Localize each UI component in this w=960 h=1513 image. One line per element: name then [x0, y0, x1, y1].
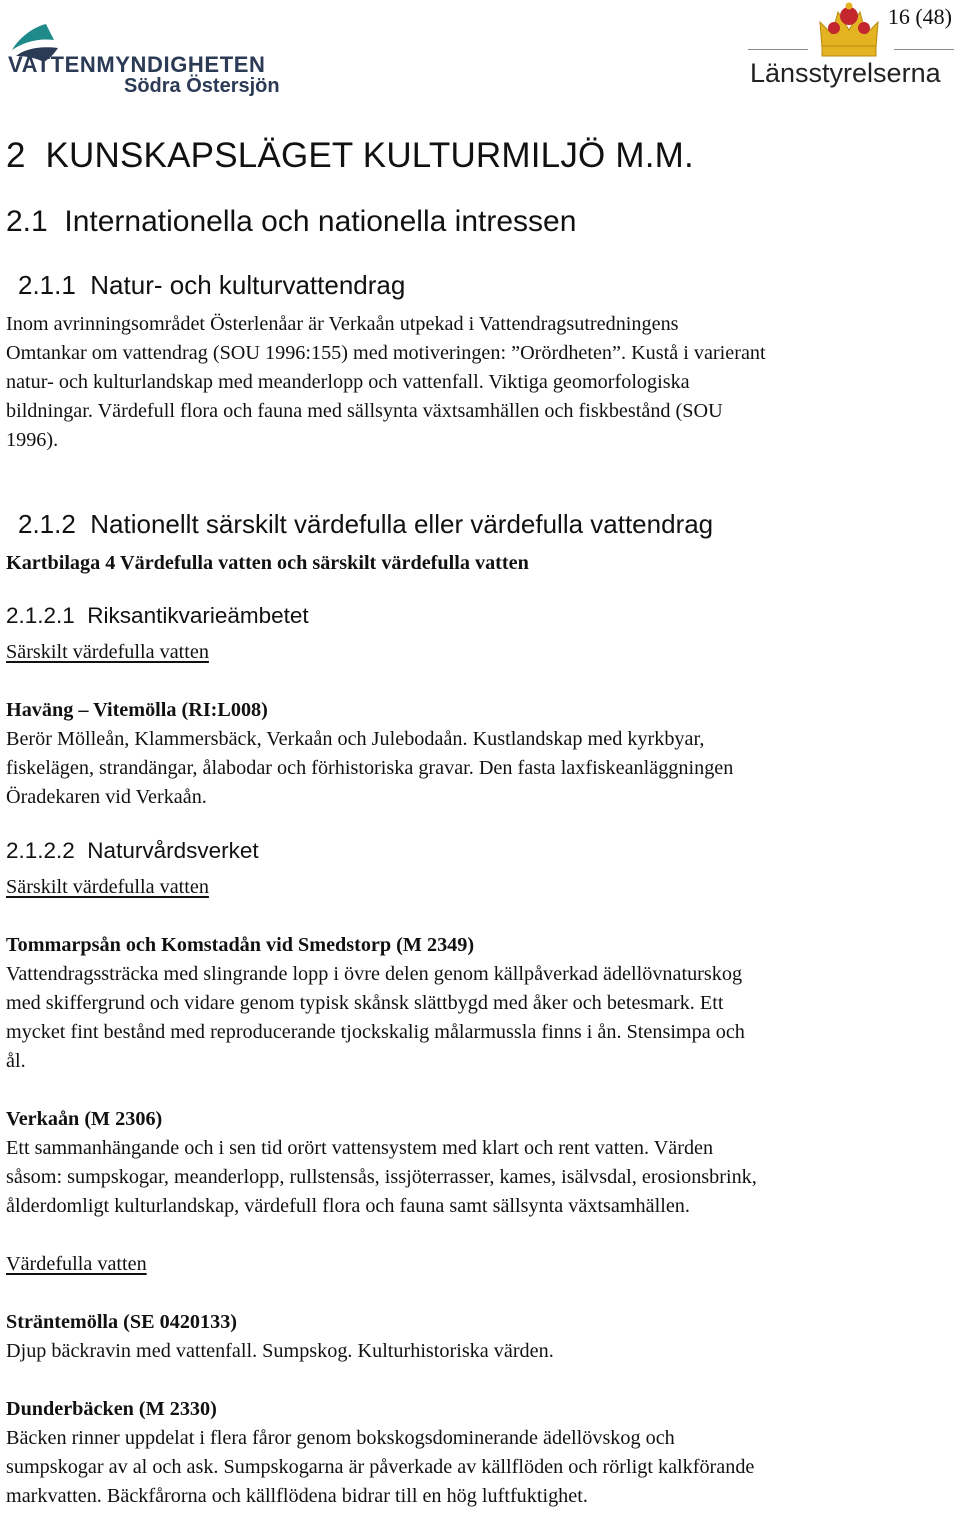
entry-title-tommarpsan: Tommarpsån och Komstadån vid Smedstorp (M 2349): [6, 934, 475, 956]
heading-4-1: 2.1.2.1 Riksantikvarieämbetet: [6, 603, 309, 628]
logo-rule-left: [748, 49, 808, 50]
text-line: med skiffergrund och vidare genom typisk skånsk slättbygd med åker och betesmark. Ett: [6, 992, 724, 1014]
entry-text-dunderbacken: [6, 1424, 956, 1511]
text-line: Öradekaren vid Verkaån.: [6, 786, 207, 808]
heading-2-1: 2.1 Internationella och nationella intressen: [6, 205, 577, 238]
entry-title-havang: Haväng – Vitemölla (RI:L008): [6, 699, 268, 721]
text-line: ål.: [6, 1050, 26, 1072]
heading-4-2: 2.1.2.2 Naturvårdsverket: [6, 838, 259, 863]
text-line: bildningar. Värdefull flora och fauna med sällsynta växtsamhällen och fiskbestånd (SOU: [6, 400, 723, 422]
entry-text-tommarpsan: [6, 960, 956, 1076]
text-line: fiskelägen, strandängar, ålabodar och förhistoriska gravar. Den fasta laxfiskeanläggningen: [6, 757, 734, 779]
text-line: 1996).: [6, 429, 59, 451]
text-line: Omtankar om vattendrag (SOU 1996:155) med motiveringen: ”Orördheten”. Kustå i varierant: [6, 342, 766, 364]
text-line: Vattendragssträcka med slingrande lopp i övre delen genom källpåverkad ädellövnaturskog: [6, 963, 743, 985]
text-line: ålderdomligt kulturlandskap, värdefull flora och fauna samt sällsynta växtsamhällen.: [6, 1195, 690, 1217]
subheading-sarskilt-1: Särskilt värdefulla vatten: [6, 641, 209, 663]
heading-3-1: 2.1.1 Natur- och kulturvattendrag: [18, 270, 406, 300]
logo-rule-right: [894, 49, 954, 50]
page-number: 16 (48): [887, 4, 952, 29]
paragraph-intro: [6, 310, 956, 455]
logo-line2: Södra Östersjön: [124, 75, 280, 97]
text-line: Inom avrinningsområdet Österlenåar är Verkaån utpekad i Vattendragsutredningens: [6, 313, 679, 335]
entry-title-verkaan: Verkaån (M 2306): [6, 1108, 163, 1130]
entry-text-verkaan: [6, 1134, 956, 1221]
entry-text-strantemolla: [6, 1337, 956, 1366]
text-line: såsom: sumpskogar, meanderlopp, rullstensås, issjöterrasser, kames, isälvsdal, erosionsbrink,: [6, 1166, 757, 1188]
entry-title-strantemolla: Sträntemölla (SE 0420133): [6, 1311, 238, 1333]
subheading-vardefulla: Värdefulla vatten: [6, 1253, 147, 1275]
logo-text: Länsstyrelserna: [750, 58, 941, 88]
text-line: mycket fint bestånd med reproducerande tjockskalig målarmussla finns i ån. Stensimpa och: [6, 1021, 745, 1043]
subheading-sarskilt-2: Särskilt värdefulla vatten: [6, 876, 209, 898]
text-line: sumpskogar av al och ask. Sumpskogarna är påverkade av källflöden och rörligt kalkförande: [6, 1456, 755, 1478]
logo-line1: VATTENMYNDIGHETEN: [8, 52, 266, 77]
text-line: Berör Mölleån, Klammersbäck, Verkaån och Julebodaån. Kustlandskap med kyrkbyar,: [6, 728, 705, 750]
kartbilaga-reference: Kartbilaga 4 Värdefulla vatten och särskilt värdefulla vatten: [6, 552, 529, 574]
crown-icon: [816, 2, 882, 60]
heading-1: 2 KUNSKAPSLÄGET KULTURMILJÖ M.M.: [6, 136, 694, 175]
text-line: Bäcken rinner uppdelat i flera fåror genom bokskogsdominerande ädellövskog och: [6, 1427, 675, 1449]
text-line: Djup bäckravin med vattenfall. Sumpskog. Kulturhistoriska värden.: [6, 1340, 554, 1362]
text-line: natur- och kulturlandskap med meanderlopp och vattenfall. Viktiga geomorfologiska: [6, 371, 690, 393]
entry-text-havang: [6, 725, 956, 812]
heading-3-2: 2.1.2 Nationellt särskilt värdefulla eller värdefulla vattendrag: [18, 509, 714, 539]
text-line: markvatten. Bäckfårorna och källflödena bidrar till en hög luftfuktighet.: [6, 1485, 588, 1507]
entry-title-dunderbacken: Dunderbäcken (M 2330): [6, 1398, 217, 1420]
text-line: Ett sammanhängande och i sen tid orört vattensystem med klart och rent vatten. Värden: [6, 1137, 714, 1159]
vattenmyndigheten-logo: [6, 18, 296, 98]
